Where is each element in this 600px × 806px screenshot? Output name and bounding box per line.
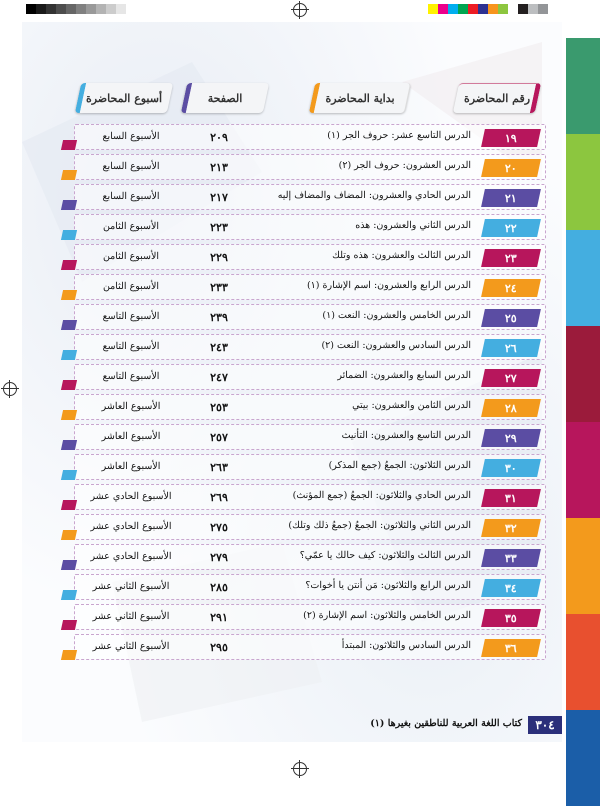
lecture-number-badge bbox=[481, 429, 541, 447]
lecture-number-badge bbox=[481, 369, 541, 387]
header-page: الصفحة bbox=[184, 83, 266, 113]
lecture-number-badge bbox=[481, 639, 541, 657]
lecture-week: الأسبوع العاشر bbox=[101, 431, 161, 442]
lecture-page: ٢٤٧ bbox=[210, 371, 228, 384]
lecture-week: الأسبوع التاسع bbox=[102, 341, 160, 352]
table-row bbox=[74, 602, 544, 632]
table-row bbox=[74, 482, 544, 512]
row-color-tab bbox=[61, 350, 77, 360]
row-color-tab bbox=[61, 620, 77, 630]
row-frame bbox=[74, 424, 546, 450]
color-swatch bbox=[458, 4, 468, 14]
table-row bbox=[74, 152, 544, 182]
gray-swatch bbox=[116, 4, 126, 14]
lecture-number: ٢٦ bbox=[505, 341, 517, 355]
lecture-number-badge bbox=[481, 459, 541, 477]
lecture-number: ٣٦ bbox=[505, 641, 517, 655]
strip-color-block bbox=[566, 38, 600, 134]
printer-grayscale-bar bbox=[26, 4, 126, 14]
lecture-title: الدرس الحادي والثلاثون: الجمعُ (جمع المؤنث) bbox=[292, 490, 471, 501]
color-swatch bbox=[528, 4, 538, 14]
gray-swatch bbox=[56, 4, 66, 14]
lecture-number-badge bbox=[481, 129, 541, 147]
row-color-tab bbox=[61, 230, 77, 240]
lecture-title: الدرس الثلاثون: الجمعُ (جمع المذكر) bbox=[328, 460, 471, 471]
lecture-page: ٢٧٥ bbox=[210, 521, 228, 534]
lecture-title: الدرس الثاني والثلاثون: الجمعُ (جمعُ ذلك وتلك) bbox=[288, 520, 471, 531]
gray-swatch bbox=[36, 4, 46, 14]
lecture-number: ٣٤ bbox=[505, 581, 517, 595]
table-row bbox=[74, 332, 544, 362]
lecture-number-badge bbox=[481, 309, 541, 327]
lecture-week: الأسبوع الحادي عشر bbox=[90, 491, 172, 502]
lecture-page: ٢٩٥ bbox=[210, 641, 228, 654]
lecture-number-badge bbox=[481, 519, 541, 537]
lecture-title: الدرس الثامن والعشرون: بيتي bbox=[352, 400, 471, 411]
lecture-week: الأسبوع السابع bbox=[102, 131, 160, 142]
row-frame bbox=[74, 184, 546, 210]
lecture-number: ٢٣ bbox=[505, 251, 517, 265]
lecture-number-badge bbox=[481, 219, 541, 237]
row-frame bbox=[74, 514, 546, 540]
row-frame bbox=[74, 154, 546, 180]
header-week: أسبوع المحاضرة bbox=[78, 83, 170, 113]
registration-mark-bottom bbox=[293, 762, 307, 776]
lecture-week: الأسبوع الثامن bbox=[102, 251, 160, 262]
page-footer bbox=[352, 716, 562, 734]
table-row bbox=[74, 512, 544, 542]
lecture-title: الدرس الحادي والعشرون: المضاف والمضاف إليه bbox=[277, 190, 471, 201]
lecture-schedule-table bbox=[74, 122, 544, 662]
table-row bbox=[74, 632, 544, 662]
lecture-title: الدرس السادس والثلاثون: المبتدأ bbox=[341, 640, 471, 651]
printer-color-bar bbox=[428, 4, 548, 14]
color-swatch bbox=[478, 4, 488, 14]
lecture-week: الأسبوع التاسع bbox=[102, 311, 160, 322]
row-frame bbox=[74, 244, 546, 270]
row-color-tab bbox=[61, 410, 77, 420]
color-swatch bbox=[488, 4, 498, 14]
lecture-number: ٣٥ bbox=[505, 611, 517, 625]
strip-color-block bbox=[566, 134, 600, 230]
strip-color-block bbox=[566, 230, 600, 326]
row-color-tab bbox=[61, 200, 77, 210]
table-row bbox=[74, 572, 544, 602]
table-row bbox=[74, 182, 544, 212]
lecture-title: الدرس الثالث والعشرون: هذه وتلك bbox=[332, 250, 471, 261]
lecture-week: الأسبوع العاشر bbox=[101, 401, 161, 412]
color-swatch bbox=[448, 4, 458, 14]
row-color-tab bbox=[61, 290, 77, 300]
lecture-number-badge bbox=[481, 399, 541, 417]
lecture-week: الأسبوع الحادي عشر bbox=[90, 551, 172, 562]
row-color-tab bbox=[61, 650, 77, 660]
table-row bbox=[74, 362, 544, 392]
color-swatch bbox=[468, 4, 478, 14]
strip-color-block bbox=[566, 326, 600, 422]
lecture-week: الأسبوع الثاني عشر bbox=[92, 581, 170, 592]
lecture-title: الدرس السادس والعشرون: النعت (٢) bbox=[321, 340, 471, 351]
lecture-page: ٢٤٣ bbox=[210, 341, 228, 354]
lecture-page: ٢٥٧ bbox=[210, 431, 228, 444]
lecture-page: ٢٣٩ bbox=[210, 311, 228, 324]
lecture-number: ٢٠ bbox=[505, 161, 517, 175]
lecture-number-badge bbox=[481, 279, 541, 297]
book-title: كتاب اللغة العربية للناطقين بغيرها (١) bbox=[370, 718, 522, 729]
table-row bbox=[74, 242, 544, 272]
row-color-tab bbox=[61, 140, 77, 150]
row-color-tab bbox=[61, 380, 77, 390]
table-row bbox=[74, 212, 544, 242]
row-color-tab bbox=[61, 590, 77, 600]
gray-swatch bbox=[86, 4, 96, 14]
lecture-number-badge bbox=[481, 489, 541, 507]
row-frame bbox=[74, 394, 546, 420]
row-color-tab bbox=[61, 260, 77, 270]
row-color-tab bbox=[61, 170, 77, 180]
lecture-title: الدرس الثاني والعشرون: هذه bbox=[355, 220, 471, 231]
row-frame bbox=[74, 304, 546, 330]
lecture-week: الأسبوع السابع bbox=[102, 191, 160, 202]
page-number: ٣٠٤ bbox=[528, 716, 562, 734]
lecture-number-badge bbox=[481, 549, 541, 567]
lecture-title: الدرس العشرون: حروف الجر (٢) bbox=[338, 160, 471, 171]
row-frame bbox=[74, 454, 546, 480]
lecture-page: ٢٢٣ bbox=[210, 221, 228, 234]
lecture-page: ٢٢٩ bbox=[210, 251, 228, 264]
table-row bbox=[74, 122, 544, 152]
lecture-title: الدرس التاسع والعشرون: التأنيث bbox=[341, 430, 471, 441]
row-frame bbox=[74, 604, 546, 630]
lecture-page: ٢٣٣ bbox=[210, 281, 228, 294]
row-frame bbox=[74, 544, 546, 570]
lecture-number-badge bbox=[481, 339, 541, 357]
color-swatch bbox=[438, 4, 448, 14]
side-color-strip bbox=[566, 38, 600, 806]
row-frame bbox=[74, 124, 546, 150]
lecture-week: الأسبوع الثاني عشر bbox=[92, 641, 170, 652]
lecture-number: ٢١ bbox=[505, 191, 517, 205]
lecture-number: ٢٨ bbox=[505, 401, 517, 415]
gray-swatch bbox=[46, 4, 56, 14]
lecture-week: الأسبوع الثامن bbox=[102, 221, 160, 232]
table-row bbox=[74, 452, 544, 482]
lecture-page: ٢٥٣ bbox=[210, 401, 228, 414]
row-color-tab bbox=[61, 500, 77, 510]
lecture-week: الأسبوع السابع bbox=[102, 161, 160, 172]
table-row bbox=[74, 542, 544, 572]
registration-mark-top bbox=[293, 3, 307, 17]
header-number: رقم المحاضرة bbox=[456, 83, 538, 113]
gray-swatch bbox=[96, 4, 106, 14]
lecture-page: ٢٨٥ bbox=[210, 581, 228, 594]
lecture-number: ٢٢ bbox=[505, 221, 517, 235]
lecture-number-badge bbox=[481, 249, 541, 267]
table-row bbox=[74, 422, 544, 452]
lecture-number: ١٩ bbox=[505, 131, 517, 145]
table-row bbox=[74, 302, 544, 332]
row-color-tab bbox=[61, 470, 77, 480]
lecture-number-badge bbox=[481, 579, 541, 597]
color-swatch bbox=[508, 4, 518, 14]
color-swatch bbox=[538, 4, 548, 14]
lecture-week: الأسبوع الثاني عشر bbox=[92, 611, 170, 622]
strip-color-block bbox=[566, 422, 600, 518]
gray-swatch bbox=[76, 4, 86, 14]
strip-color-block bbox=[566, 614, 600, 710]
lecture-title: الدرس الخامس والثلاثون: اسم الإشارة (٢) bbox=[303, 610, 471, 621]
lecture-page: ٢٦٩ bbox=[210, 491, 228, 504]
lecture-page: ٢٦٣ bbox=[210, 461, 228, 474]
row-frame bbox=[74, 574, 546, 600]
lecture-number-badge bbox=[481, 609, 541, 627]
lecture-title: الدرس السابع والعشرون: الضمائر bbox=[337, 370, 471, 381]
color-swatch bbox=[498, 4, 508, 14]
color-swatch bbox=[518, 4, 528, 14]
strip-color-block bbox=[566, 710, 600, 806]
lecture-number-badge bbox=[481, 189, 541, 207]
lecture-number: ٣٠ bbox=[505, 461, 517, 475]
lecture-title: الدرس الثالث والثلاثون: كيف حالك يا عمّي؟ bbox=[299, 550, 471, 561]
row-frame bbox=[74, 484, 546, 510]
lecture-title: الدرس الخامس والعشرون: النعت (١) bbox=[322, 310, 471, 321]
lecture-page: ٢٩١ bbox=[210, 611, 228, 624]
row-frame bbox=[74, 334, 546, 360]
lecture-title: الدرس الرابع والثلاثون: مَن أنتن يا أخوات؟ bbox=[305, 580, 471, 591]
lecture-number: ٢٤ bbox=[505, 281, 517, 295]
strip-color-block bbox=[566, 518, 600, 614]
lecture-page: ٢٠٩ bbox=[210, 131, 228, 144]
gray-swatch bbox=[26, 4, 36, 14]
gray-swatch bbox=[66, 4, 76, 14]
row-color-tab bbox=[61, 530, 77, 540]
lecture-title: الدرس التاسع عشر: حروف الجر (١) bbox=[327, 130, 471, 141]
row-color-tab bbox=[61, 440, 77, 450]
row-frame bbox=[74, 634, 546, 660]
lecture-page: ٢٧٩ bbox=[210, 551, 228, 564]
lecture-number: ٢٩ bbox=[505, 431, 517, 445]
row-color-tab bbox=[61, 320, 77, 330]
lecture-week: الأسبوع الثامن bbox=[102, 281, 160, 292]
gray-swatch bbox=[106, 4, 116, 14]
lecture-number: ٣٢ bbox=[505, 521, 517, 535]
lecture-number: ٢٧ bbox=[505, 371, 517, 385]
lecture-week: الأسبوع العاشر bbox=[101, 461, 161, 472]
row-frame bbox=[74, 364, 546, 390]
table-row bbox=[74, 392, 544, 422]
table-row bbox=[74, 272, 544, 302]
lecture-title: الدرس الرابع والعشرون: اسم الإشارة (١) bbox=[306, 280, 471, 291]
lecture-number-badge bbox=[481, 159, 541, 177]
registration-mark-left bbox=[3, 382, 17, 396]
header-lecture-start: بداية المحاضرة bbox=[312, 83, 408, 113]
lecture-number: ٣١ bbox=[505, 491, 517, 505]
lecture-number: ٢٥ bbox=[505, 311, 517, 325]
lecture-number: ٣٣ bbox=[505, 551, 517, 565]
lecture-week: الأسبوع التاسع bbox=[102, 371, 160, 382]
row-color-tab bbox=[61, 560, 77, 570]
row-frame bbox=[74, 214, 546, 240]
color-swatch bbox=[428, 4, 438, 14]
lecture-week: الأسبوع الحادي عشر bbox=[90, 521, 172, 532]
lecture-page: ٢١٧ bbox=[210, 191, 228, 204]
row-frame bbox=[74, 274, 546, 300]
lecture-page: ٢١٣ bbox=[210, 161, 228, 174]
